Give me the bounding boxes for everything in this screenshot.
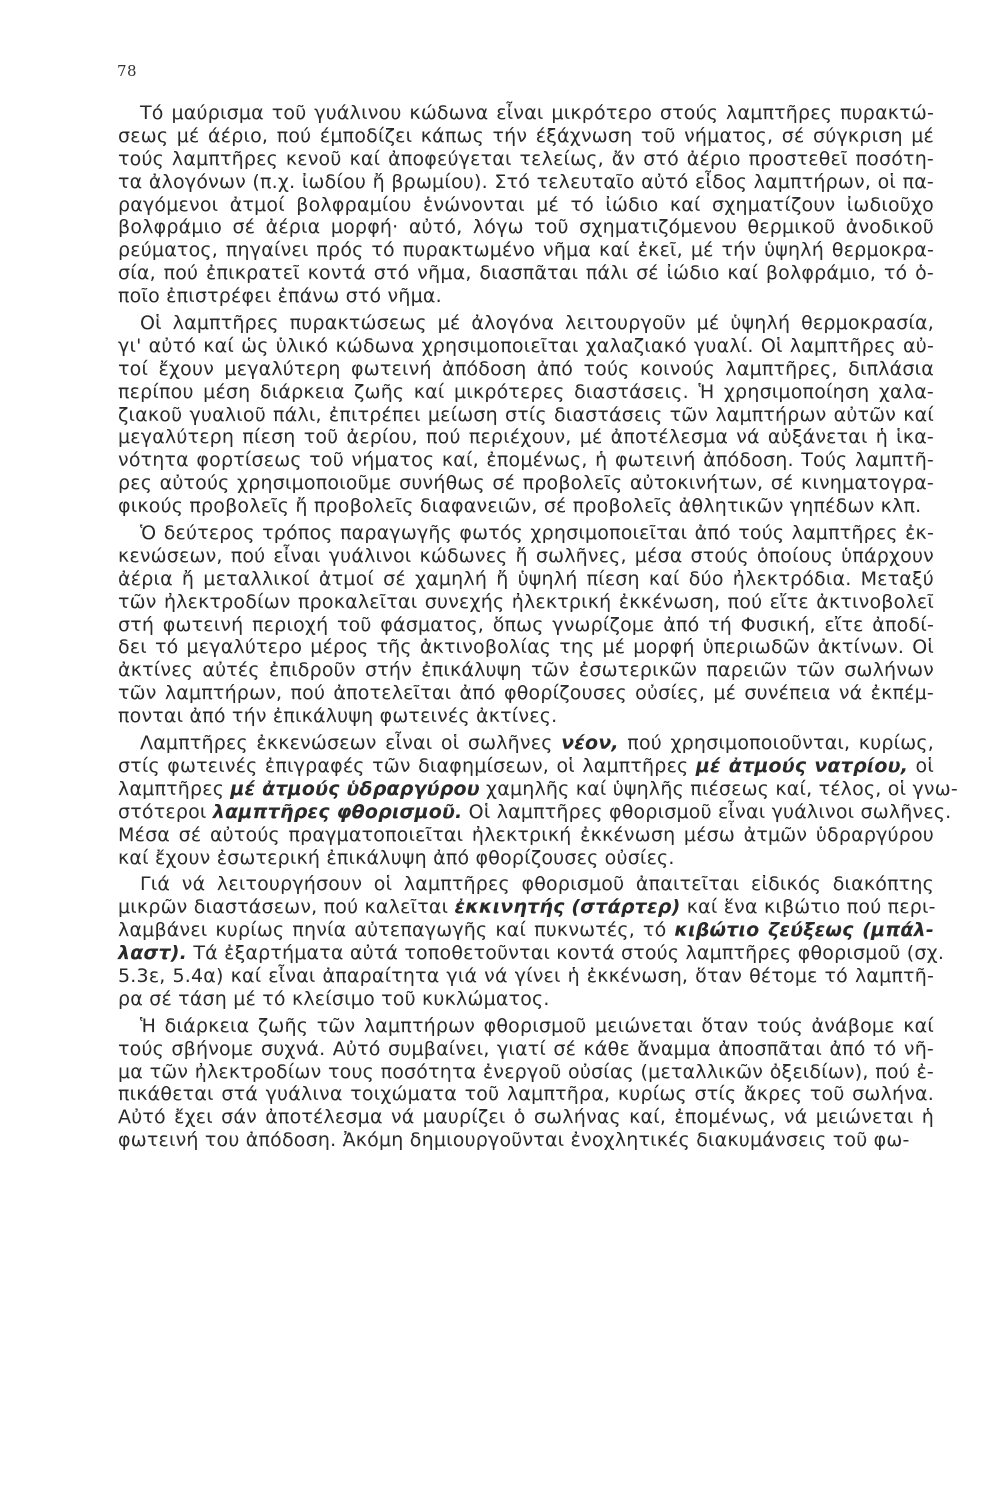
text-segment: καί ἕνα κιβώτιο πού περι-: [680, 896, 936, 919]
text-line: [118, 495, 934, 518]
page-number: 78: [117, 62, 138, 80]
text-segment: μα τῶν ἠλεκτροδίων τους ποσότητα ἐνεργοῦ οὐσίας (μεταλλικῶν ὀξειδίων), πού ἐ-: [118, 1060, 934, 1083]
text-line: [118, 449, 934, 472]
text-segment: ραγόμενοι ἀτμοί βολφραμίου ἑνώνονται μέ τό ἰώδιο καί σχηματίζουν ἰωδιοῦχο: [118, 193, 934, 216]
emphasized-term: ἐκκινητής (στάρτερ): [454, 896, 681, 919]
text-line: [118, 1015, 934, 1038]
text-line: [118, 171, 934, 194]
text-segment: τῶν λαμπτήρων, πού ἀποτελεῖται ἀπό φθορίζουσες οὐσίες, μέ συνέπεια νά ἐκπέμ-: [118, 682, 934, 705]
text-segment: Ἡ διάρκεια ζωῆς τῶν λαμπτήρων φθορισμοῦ μειώνεται ὅταν τούς ἀνάβομε καί: [140, 1014, 934, 1037]
text-segment: φικούς προβολεῖς ἤ προβολεῖς διαφανειῶν, σέ προβολεῖς ἀθλητικῶν γηπέδων κλπ.: [118, 495, 922, 518]
text-line: [118, 777, 958, 801]
text-segment: τῶν ἠλεκτροδίων προκαλεῖται συνεχής ἠλεκτρική ἐκκένωση, πού εἴτε ἀκτινοβολεῖ: [118, 590, 934, 613]
text-segment: τούς σβήνομε συχνά. Αὐτό συμβαίνει, γιατί σέ κάθε ἄναμμα ἀποσπᾶται ἀπό τό νῆ-: [118, 1037, 934, 1060]
text-line: [118, 285, 934, 308]
body-text: [118, 102, 958, 1152]
text-segment: βολφράμιο σέ ἀέρια μορφή· αὐτό, λόγω τοῦ σχηματιζόμενου θερμικοῦ ἀνοδικοῦ: [118, 216, 934, 239]
text-line: [118, 1038, 934, 1061]
text-segment: λαμβάνει κυρίως πηνία αὐτεπαγωγῆς καί πυκνωτές, τό: [118, 919, 675, 942]
text-segment: ἀέρια ἤ μεταλλικοί ἀτμοί σέ χαμηλή ἤ ὑψηλή πίεση καί δύο ἠλεκτρόδια. Μεταξύ: [118, 567, 934, 590]
text-line: [118, 472, 934, 495]
text-segment: Ὁ δεύτερος τρόπος παραγωγῆς φωτός χρησιμοποιεῖται ἀπό τούς λαμπτῆρες ἐκ-: [140, 522, 934, 545]
text-segment: 5.3ε, 5.4α) καί εἶναι ἀπαραίτητα γιά νά γίνει ἡ ἐκκένωση, ὅταν θέτομε τό λαμπτῆ-: [118, 964, 934, 987]
text-line: [118, 262, 934, 285]
text-segment: σία, πού ἐπικρατεῖ κοντά στό νῆμα, διασπᾶται πάλι σέ ἰώδιο καί βολφράμιο, τό ὁ-: [118, 262, 934, 285]
text-line: [118, 659, 934, 682]
text-segment: ἀκτίνες αὐτές ἐπιδροῦν στήν ἐπικάλυψη τῶν ἐσωτερικῶν παρειῶν τῶν σωλήνων: [118, 659, 934, 682]
text-segment: φωτεινή του ἀπόδοση. Ἀκόμη δημιουργοῦνται ἐνοχλητικές διακυμάνσεις τοῦ φω-: [118, 1129, 910, 1152]
text-segment: στίς φωτεινές ἐπιγραφές τῶν διαφημίσεων, οἱ λαμπτῆρες: [118, 754, 696, 777]
emphasized-term: μέ ἀτμούς νατρίου,: [695, 754, 909, 777]
text-line: [118, 358, 934, 381]
emphasized-term: λαμπτῆρες φθορισμοῦ.: [212, 800, 463, 823]
text-segment: μεγαλύτερη πίεση τοῦ ἀερίου, πού περιέχουν, μέ ἀποτέλεσμα νά αὐξάνεται ἡ ἱκα-: [118, 426, 934, 449]
text-line: [118, 1129, 934, 1152]
text-line: [118, 522, 934, 545]
text-segment: Αὐτό ἔχει σάν ἀποτέλεσμα νά μαυρίζει ὁ σωλήνας καί, ἐπομένως, νά μειώνεται ἡ: [118, 1106, 934, 1129]
text-segment: περίπου μέση διάρκεια ζωῆς καί μικρότερες διαστάσεις. Ἡ χρησιμοποίηση χαλα-: [118, 380, 934, 403]
text-segment: πικάθεται στά γυάλινα τοιχώματα τοῦ λαμπτῆρα, κυρίως στίς ἄκρες τοῦ σωλήνα.: [118, 1083, 934, 1106]
text-line: [118, 988, 934, 1011]
text-line: [118, 847, 934, 870]
text-line: [118, 755, 934, 778]
text-segment: τα ἀλογόνων (π.χ. ἰωδίου ἤ βρωμίου). Στό τελευταῖο αὐτό εἶδος λαμπτήρων, οἱ πα-: [118, 170, 934, 193]
text-segment: ζιακοῦ γυαλιοῦ πάλι, ἐπιτρέπει μείωση στίς διαστάσεις τῶν λαμπτήρων αὐτῶν καί: [118, 403, 934, 426]
text-segment: σεως μέ άέριο, πού έμποδίζει κάπως τήν έξάχνωση τοῦ νήματος, σέ σύγκριση μέ: [118, 124, 934, 147]
paragraph: [118, 1015, 934, 1152]
text-line: [118, 148, 934, 171]
text-segment: Γιά νά λειτουργήσουν οἱ λαμπτῆρες φθορισμοῦ ἀπαιτεῖται εἰδικός διακόπτης: [140, 873, 934, 896]
text-line: [118, 800, 952, 824]
paragraph: [118, 873, 945, 1010]
text-segment: τοί ἔχουν μεγαλύτερη φωτεινή ἀπόδοση ἀπό τούς κοινούς λαμπτῆρες, διπλάσια: [118, 357, 934, 380]
text-segment: οἱ: [908, 754, 934, 777]
text-line: [118, 426, 934, 449]
text-segment: μικρῶν διαστάσεων, πού καλεῖται: [118, 896, 455, 919]
text-segment: καί ἔχουν ἐσωτερική ἐπικάλυψη ἀπό φθορίζουσες οὐσίες.: [118, 846, 675, 869]
text-line: [118, 873, 934, 896]
text-segment: δει τό μεγαλύτερο μέρος τῆς ἀκτινοβολίας της μέ μορφή ὑπεριωδῶν ἀκτίνων. Οἱ: [118, 636, 934, 659]
paragraph: [118, 102, 934, 308]
text-line: [118, 614, 934, 637]
paragraph: [118, 312, 934, 518]
text-segment: Οἱ λαμπτῆρες φθορισμοῦ εἶναι γυάλινοι σωλῆνες.: [462, 800, 952, 823]
emphasized-term: νέον,: [561, 732, 619, 755]
text-segment: κενώσεων, πού εἶναι γυάλινοι κώδωνες ἤ σωλῆνες, μέσα στούς ὁποίους ὑπάρχουν: [118, 544, 934, 567]
text-line: [118, 102, 934, 125]
text-segment: ρεύματος, πηγαίνει πρός τό πυρακτωμένο νῆμα καί ἐκεῖ, μέ τήν ὑψηλή θερμοκρα-: [118, 239, 934, 262]
text-line: [118, 194, 934, 217]
text-line: [118, 239, 934, 262]
text-line: [118, 1106, 934, 1129]
text-line: [118, 125, 934, 148]
text-line: [118, 682, 934, 705]
text-line: [118, 545, 934, 568]
text-segment: χαμηλῆς καί ὑψηλῆς πιέσεως καί, τέλος, οἱ γνω-: [479, 777, 958, 800]
text-line: [118, 896, 934, 919]
text-segment: τούς λαμπτῆρες κενοῦ καί ἀποφεύγεται τελείως, ἄν στό ἀέριο προστεθεῖ ποσότη-: [118, 147, 934, 170]
text-line: [118, 591, 934, 614]
text-segment: ποῖο ἐπιστρέφει ἐπάνω στό νῆμα.: [118, 285, 442, 308]
text-segment: πονται ἀπό τήν ἐπικάλυψη φωτεινές ἀκτίνες.: [118, 705, 558, 728]
text-segment: Λαμπτῆρες ἐκκενώσεων εἶναι οἱ σωλῆνες: [140, 732, 562, 755]
text-line: [118, 919, 934, 942]
paragraph: [118, 732, 958, 869]
text-line: [118, 404, 934, 427]
text-line: [118, 381, 934, 404]
emphasized-term: μέ ἀτμούς ὑδραργύρου: [230, 777, 480, 800]
text-line: [118, 568, 934, 591]
text-line: [118, 824, 934, 847]
text-segment: ρες αὐτούς χρησιμοποιοῦμε συνήθως σέ προβολεῖς αὐτοκινήτων, σέ κινηματογρα-: [118, 472, 934, 495]
text-line: [118, 335, 934, 358]
emphasized-term: λαστ).: [118, 942, 188, 965]
text-line: [118, 1061, 934, 1084]
text-line: [118, 705, 934, 728]
text-segment: Μέσα σέ αὐτούς πραγματοποιεῖται ἠλεκτρική ἐκκένωση μέσω ἀτμῶν ὑδραργύρου: [118, 823, 934, 846]
text-segment: λαμπτῆρες: [118, 777, 231, 800]
text-segment: νότητα φορτίσεως τοῦ νήματος καί, ἐπομένως, ἡ φωτεινή ἀπόδοση. Τούς λαμπτῆ-: [118, 449, 934, 472]
text-segment: Τά ἐξαρτήματα αὐτά τοποθετοῦνται κοντά στούς λαμπτῆρες φθορισμοῦ (σχ.: [187, 942, 945, 965]
paragraph: [118, 522, 934, 728]
text-segment: πού χρησιμοποιοῦνται, κυρίως,: [618, 732, 934, 755]
text-segment: Οἱ λαμπτῆρες πυρακτώσεως μέ ἀλογόνα λειτουργοῦν μέ ὑψηλή θερμοκρασία,: [140, 312, 934, 335]
text-line: [118, 216, 934, 239]
emphasized-term: κιβώτιο ζεύξεως (μπάλ-: [674, 919, 934, 942]
text-segment: ρα σέ τάση μέ τό κλείσιμο τοῦ κυκλώματος.: [118, 987, 550, 1010]
text-line: [118, 732, 934, 755]
text-line: [118, 942, 945, 965]
text-segment: γι' αὐτό καί ὡς ὑλικό κώδωνα χρησιμοποιεῖται χαλαζιακό γυαλί. Οἱ λαμπτῆρες αὐ-: [118, 334, 934, 357]
text-segment: στότεροι: [118, 800, 213, 823]
text-segment: Τό μαύρισμα τοῦ γυάλινου κώδωνα εἶναι μικρότερο στούς λαμπτῆρες πυρακτώ-: [140, 102, 934, 124]
text-segment: στή φωτεινή περιοχή τοῦ φάσματος, ὅπως γνωρίζομε ἀπό τή Φυσική, εἴτε ἀποδί-: [118, 613, 934, 636]
text-line: [118, 312, 934, 335]
text-line: [118, 965, 934, 988]
text-line: [118, 1083, 934, 1106]
text-line: [118, 636, 934, 659]
